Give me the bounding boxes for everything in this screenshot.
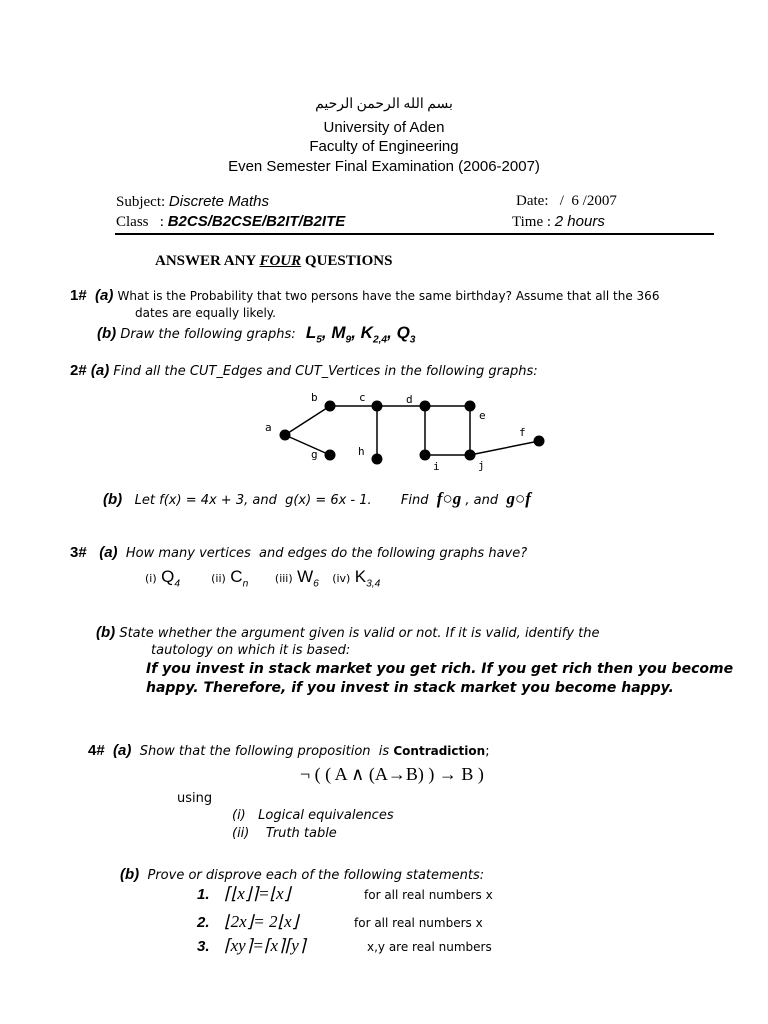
- q4-b: [120, 866, 484, 883]
- q4-b-text: Prove or disprove each of the following statements:: [147, 868, 485, 883]
- edge-a-g: [285, 435, 330, 455]
- q4-a: [88, 742, 490, 759]
- label-j: j: [478, 459, 485, 472]
- graph-l-sub: 5: [316, 334, 322, 346]
- q3-item-iv-main: K: [354, 567, 367, 586]
- q4-number: 4#: [88, 742, 105, 759]
- graph-q-sub: 3: [409, 334, 416, 346]
- date-value: / 6 /2007: [559, 193, 617, 209]
- q2-b: [103, 489, 531, 509]
- q1-b: [97, 323, 415, 345]
- label-f: f: [519, 426, 526, 439]
- label-b: b: [311, 391, 318, 404]
- label-c: c: [359, 391, 366, 404]
- cut-graph-diagram: [0, 385, 768, 480]
- using-label: using: [177, 791, 213, 806]
- q2-number: 2#: [70, 362, 87, 379]
- graph-k-sub: 2,4: [372, 334, 388, 346]
- q3-item-ii: [230, 567, 249, 590]
- university-name: University of Aden: [323, 119, 445, 136]
- q3-a-items: [145, 567, 380, 589]
- statement-1-num: 1.: [197, 886, 210, 903]
- vertex-i: [420, 450, 431, 461]
- vertex-c: [372, 401, 383, 412]
- q2-b-label: (b): [103, 491, 123, 508]
- class-value: B2CS/B2CSE/B2IT/B2ITE: [167, 213, 346, 230]
- statement-3-num: 3.: [197, 938, 210, 955]
- q1-b-label: (b): [97, 325, 117, 342]
- q3-item-i-main: Q: [161, 567, 175, 586]
- q3-b-line1: State whether the argument given is valid or not. If it is valid, identify the: [119, 626, 600, 641]
- edge-j-f: [470, 441, 539, 455]
- label-e: e: [479, 409, 486, 422]
- q1-a-line1: What is the Probability that two persons have the same birthday? Assume that all the 366: [117, 289, 660, 303]
- q3-item-iv-sub: 3,4: [366, 578, 381, 590]
- instructions-post: QUESTIONS: [304, 253, 393, 269]
- method-1: (i) Logical equivalences: [232, 808, 394, 823]
- q4-a-text: Show that the following proposition is: [139, 744, 390, 759]
- q4-a-label: (a): [113, 742, 132, 759]
- graph-vertices: [280, 401, 545, 465]
- vertex-labels: [265, 391, 526, 473]
- label-h: h: [358, 445, 365, 458]
- q3-item-i-label: (i): [145, 572, 157, 585]
- q4-a-end: ;: [485, 744, 490, 759]
- vertex-b: [325, 401, 336, 412]
- q4-b-label: (b): [120, 866, 140, 883]
- q3-item-iv-label: (iv): [332, 572, 351, 585]
- label-g: g: [311, 448, 318, 461]
- q2-b-text: Let f(x) = 4x + 3, and g(x) = 6x - 1.: [134, 493, 372, 508]
- class-line: [116, 213, 345, 231]
- graph-q: Q: [396, 323, 410, 342]
- vertex-e: [465, 401, 476, 412]
- statement-3-expr: ⌈xy⌉=⌈x⌉⌈y⌉: [224, 936, 306, 955]
- q1-number: 1#: [70, 287, 87, 304]
- q3-item-iv: [354, 567, 381, 590]
- q3-a: [70, 544, 527, 561]
- subject-value: Discrete Maths: [168, 193, 269, 210]
- statement-2-note: for all real numbers x: [354, 916, 483, 930]
- q2-b-expr2: g○f: [506, 489, 531, 508]
- graph-l: L: [305, 323, 317, 342]
- vertex-h: [372, 454, 383, 465]
- time-line: [512, 213, 605, 231]
- q1-a: [70, 287, 659, 304]
- q3-item-iii-sub: 6: [313, 578, 319, 590]
- statement-2-num: 2.: [197, 914, 210, 931]
- statement-2: [197, 912, 483, 932]
- q4-a-emph: Contradiction: [393, 744, 486, 758]
- vertex-j: [465, 450, 476, 461]
- q3-item-iii: [297, 567, 319, 590]
- label-a: a: [265, 421, 272, 434]
- time-value: 2 hours: [554, 213, 605, 230]
- q3-item-iii-main: W: [297, 567, 314, 586]
- argument-line1: If you invest in stack market you get rich. If you get rich then you become: [146, 661, 734, 677]
- q3-b: [96, 624, 600, 641]
- q3-item-i-sub: 4: [174, 578, 180, 590]
- q3-item-ii-main: C: [230, 567, 243, 586]
- q3-item-iii-label: (iii): [274, 572, 293, 585]
- exam-title: Even Semester Final Examination (2006-2007): [228, 158, 540, 175]
- q3-item-ii-label: (ii): [211, 572, 226, 585]
- q1-b-text: Draw the following graphs:: [120, 327, 296, 342]
- q2-a: [70, 362, 538, 379]
- q3-b-label: (b): [96, 624, 116, 641]
- q3-a-text: How many vertices and edges do the following graphs have?: [125, 546, 528, 561]
- statement-3-note: x,y are real numbers: [367, 940, 492, 954]
- time-label: Time :: [512, 214, 552, 230]
- proposition-formula: ¬ ( ( A ∧ (A→B) ) → B ): [300, 764, 484, 784]
- vertex-d: [420, 401, 431, 412]
- graph-m-sub: 9: [345, 334, 352, 346]
- q2-b-find: Find: [400, 493, 429, 508]
- subject-label: Subject:: [116, 194, 166, 210]
- graph-m: M: [331, 323, 346, 342]
- class-label: Class :: [116, 214, 164, 230]
- q2-b-expr1: f○g: [436, 489, 462, 508]
- argument-line2: happy. Therefore, if you invest in stack market you become happy.: [146, 680, 674, 696]
- graph-list: $L_5$, $M_9$, $K_{2,4}$, $Q_3$: [305, 323, 416, 346]
- q1-a-line2: dates are equally likely.: [135, 306, 276, 320]
- q3-item-ii-sub: n: [242, 578, 249, 590]
- vertex-g: [325, 450, 336, 461]
- statement-1: [197, 884, 493, 904]
- header-divider: [115, 233, 714, 235]
- edge-a-b: [285, 406, 330, 435]
- graph-k: K: [360, 323, 373, 342]
- graph-edges: [285, 406, 539, 459]
- q2-a-label: (a): [90, 362, 110, 379]
- statement-1-note: for all real numbers x: [364, 888, 493, 902]
- instructions: [155, 253, 392, 270]
- instructions-emph: FOUR: [259, 253, 302, 269]
- q3-a-label: (a): [99, 544, 118, 561]
- subject-line: [116, 193, 269, 211]
- q3-item-i: [161, 567, 180, 590]
- vertex-a: [280, 430, 291, 441]
- q1-a-label: (a): [95, 287, 114, 304]
- q3-number: 3#: [70, 544, 87, 561]
- statement-2-expr: ⌊2x⌋= 2⌊x⌋: [224, 912, 299, 931]
- date-line: [516, 193, 617, 210]
- date-label: Date:: [516, 193, 549, 209]
- instructions-pre: ANSWER ANY: [155, 253, 256, 269]
- basmala: بسم الله الرحمن الرحيم: [315, 97, 453, 112]
- statement-3: [197, 936, 492, 956]
- label-d: d: [406, 393, 413, 406]
- q2-b-and: , and: [465, 493, 499, 508]
- label-i: i: [433, 460, 440, 473]
- method-2: (ii) Truth table: [232, 826, 337, 841]
- statement-1-expr: ⌈⌊x⌋⌉=⌊x⌋: [224, 884, 291, 903]
- q2-a-text: Find all the CUT_Edges and CUT_Vertices in the following graphs:: [113, 364, 538, 379]
- vertex-f: [534, 436, 545, 447]
- q3-b-line2: tautology on which it is based:: [151, 643, 351, 658]
- faculty-name: Faculty of Engineering: [309, 138, 459, 155]
